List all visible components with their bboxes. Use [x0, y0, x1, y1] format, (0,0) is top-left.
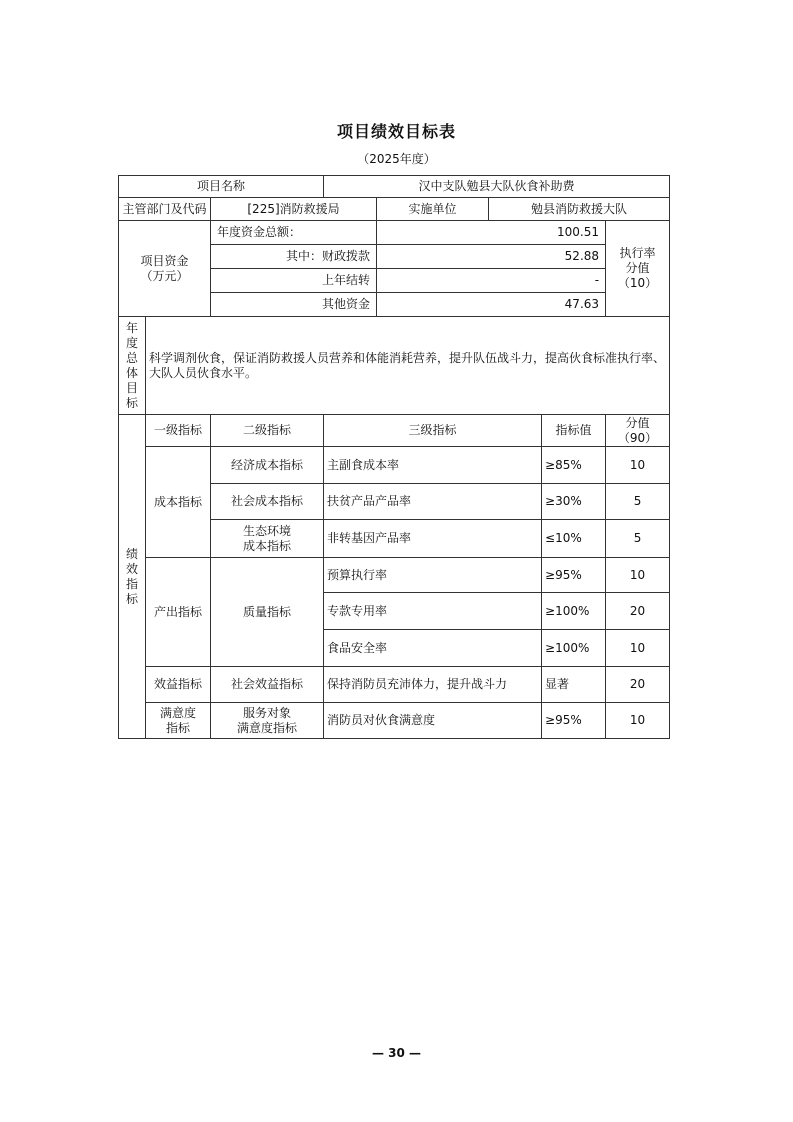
level2-cell: 社会效益指标 — [211, 667, 324, 703]
level3-cell: 专款专用率 — [324, 593, 542, 630]
level3-cell: 预算执行率 — [324, 558, 542, 593]
project-name-row — [119, 176, 670, 198]
level2-cell: 社会成本指标 — [211, 484, 324, 520]
group-output: 产出指标 — [146, 558, 211, 667]
table-row — [119, 703, 670, 739]
score-cell: 20 — [606, 667, 670, 703]
funds-total-label: 年度资金总额： — [211, 221, 377, 245]
header-level1: 一级指标 — [146, 415, 211, 447]
funds-label: 项目资金 （万元） — [119, 221, 211, 317]
score-cell: 10 — [606, 630, 670, 667]
value-cell: ≥100% — [542, 630, 606, 667]
indicator-header-row — [119, 415, 670, 447]
project-name-label: 项目名称 — [119, 176, 324, 198]
level3-cell: 非转基因产品率 — [324, 520, 542, 558]
funds-other-value: 47.63 — [377, 293, 606, 317]
value-cell: ≥30% — [542, 484, 606, 520]
level3-cell: 消防员对伙食满意度 — [324, 703, 542, 739]
project-name-value: 汉中支队勉县大队伙食补助费 — [324, 176, 670, 198]
indicators-label: 绩 效 指 标 — [119, 415, 146, 739]
page-number: — 30 — — [371, 1046, 422, 1060]
level3-cell: 扶贫产品产品率 — [324, 484, 542, 520]
header-score: 分值 （90） — [606, 415, 670, 447]
page-title: 项目绩效目标表 — [336, 122, 456, 141]
table-row — [119, 447, 670, 484]
level2-cell: 经济成本指标 — [211, 447, 324, 484]
funds-other-label: 其他资金 — [211, 293, 377, 317]
value-cell: 显著 — [542, 667, 606, 703]
group-benefit: 效益指标 — [146, 667, 211, 703]
dept-label: 主管部门及代码 — [119, 198, 211, 221]
level2-cell: 生态环境 成本指标 — [211, 520, 324, 558]
table-row — [119, 667, 670, 703]
value-cell: ≥95% — [542, 558, 606, 593]
funds-total-value: 100.51 — [377, 221, 606, 245]
unit-label: 实施单位 — [377, 198, 489, 221]
header-value: 指标值 — [542, 415, 606, 447]
performance-goal-table — [118, 175, 670, 739]
annual-goal-text: 科学调剂伙食，保证消防救援人员营养和体能消耗营养，提升队伍战斗力，提高伙食标准执行率、大队人员伙食水平。 — [146, 317, 670, 415]
department-row — [119, 198, 670, 221]
funds-total-row — [119, 221, 670, 245]
funds-finance-label: 其中：财政拨款 — [211, 245, 377, 269]
group-cost: 成本指标 — [146, 447, 211, 558]
score-cell: 10 — [606, 558, 670, 593]
value-cell: ≤10% — [542, 520, 606, 558]
score-cell: 5 — [606, 484, 670, 520]
score-cell: 10 — [606, 703, 670, 739]
value-cell: ≥85% — [542, 447, 606, 484]
header-level2: 二级指标 — [211, 415, 324, 447]
annual-goal-label: 年 度 总 体 目 标 — [119, 317, 146, 415]
group-satisfaction: 满意度 指标 — [146, 703, 211, 739]
score-cell: 10 — [606, 447, 670, 484]
funds-score-label: 执行率 分值 （10） — [606, 221, 670, 317]
funds-carryover-label: 上年结转 — [211, 269, 377, 293]
funds-finance-value: 52.88 — [377, 245, 606, 269]
header-level3: 三级指标 — [324, 415, 542, 447]
funds-carryover-value: - — [377, 269, 606, 293]
value-cell: ≥100% — [542, 593, 606, 630]
level3-cell: 食品安全率 — [324, 630, 542, 667]
value-cell: ≥95% — [542, 703, 606, 739]
level3-cell: 保持消防员充沛体力，提升战斗力 — [324, 667, 542, 703]
table-row — [119, 558, 670, 593]
score-cell: 5 — [606, 520, 670, 558]
annual-goal-row — [119, 317, 670, 415]
level3-cell: 主副食成本率 — [324, 447, 542, 484]
dept-value: [225]消防救援局 — [211, 198, 377, 221]
score-cell: 20 — [606, 593, 670, 630]
page-subtitle: （2025年度） — [357, 152, 436, 166]
level2-cell: 服务对象 满意度指标 — [211, 703, 324, 739]
unit-value: 勉县消防救援大队 — [489, 198, 670, 221]
level2-cell: 质量指标 — [211, 558, 324, 667]
